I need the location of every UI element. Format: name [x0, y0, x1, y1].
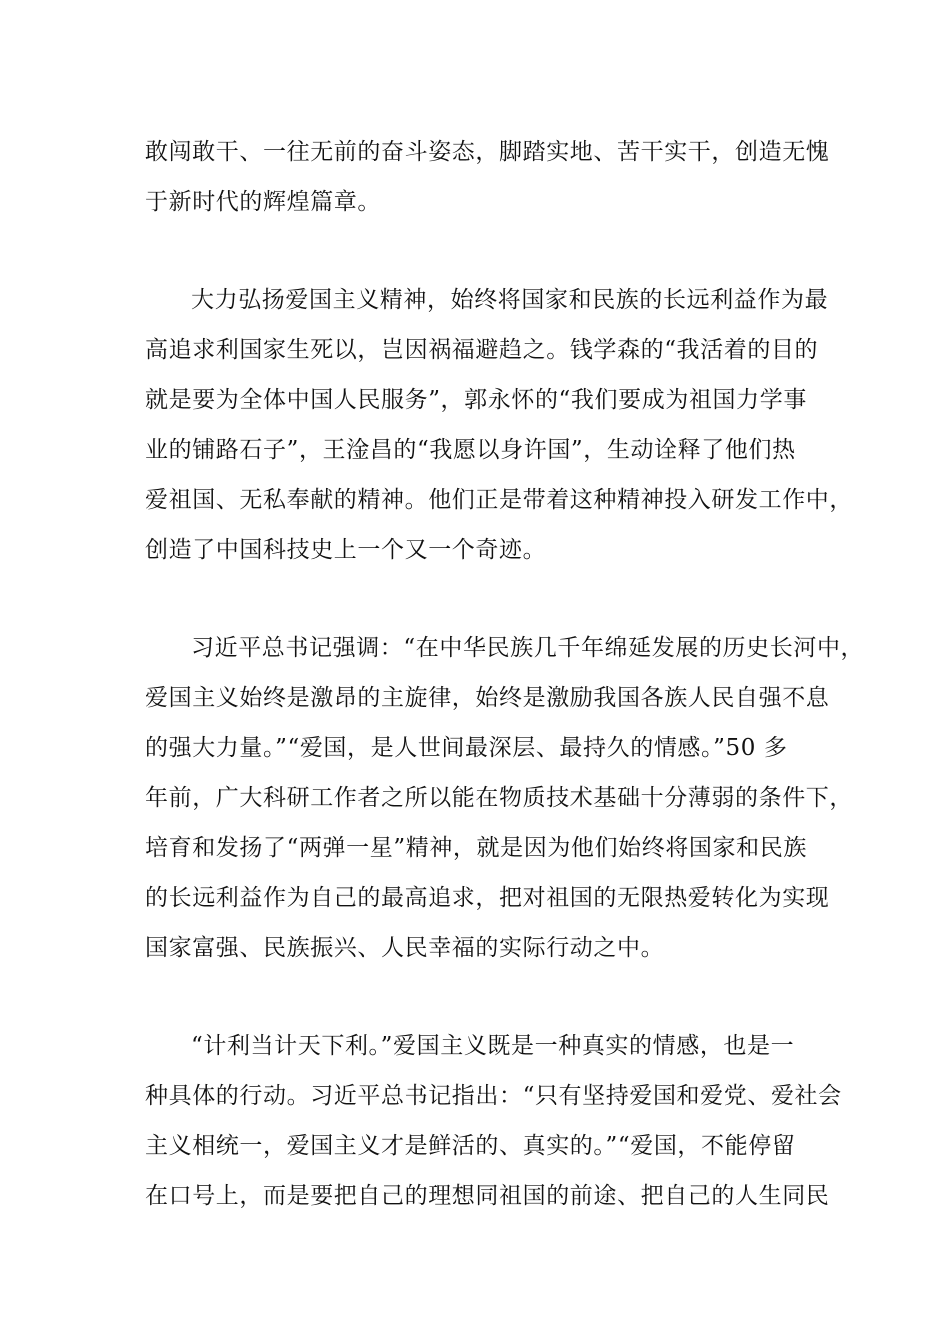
text-line: 敢闯敢干、一往无前的奋斗姿态，脚踏实地、苦干实干，创造无愧 [145, 139, 830, 165]
text-line: 业的铺路石子”，王淦昌的“我愿以身许国”，生动诠释了他们热 [145, 437, 796, 463]
text-line: 爱国主义始终是激昂的主旋律，始终是激励我国各族人民自强不息 [145, 685, 830, 711]
document-body [145, 127, 865, 1269]
paragraph-3 [145, 623, 865, 973]
text-line: 高追求利国家生死以，岂因祸福避趋之。钱学森的“我活着的目的 [145, 337, 819, 363]
text-line: 年前，广大科研工作者之所以能在物质技术基础十分薄弱的条件下， [145, 785, 853, 811]
text-line: 大力弘扬爱国主义精神，始终将国家和民族的长远利益作为最 [191, 287, 829, 313]
text-line: 在口号上，而是要把自己的理想同祖国的前途、把自己的人生同民 [145, 1183, 830, 1209]
text-line: 爱祖国、无私奉献的精神。他们正是带着这种精神投入研发工作中， [145, 487, 853, 513]
text-line: “计利当计天下利。”爱国主义既是一种真实的情感，也是一 [191, 1033, 795, 1059]
text-line: 创造了中国科技史上一个又一个奇迹。 [145, 537, 547, 563]
text-line: 于新时代的辉煌篇章。 [145, 189, 381, 215]
paragraph-1 [145, 127, 830, 227]
text-line: 培育和发扬了“两弹一星”精神，就是因为他们始终将国家和民族 [145, 835, 807, 861]
text-line: 就是要为全体中国人民服务”，郭永怀的“我们要成为祖国力学事 [145, 387, 807, 413]
text-line: 的强大力量。”“爱国，是人世间最深层、最持久的情感。”50 多 [145, 735, 788, 761]
text-line: 种具体的行动。习近平总书记指出：“只有坚持爱国和爱党、爱社会 [145, 1083, 842, 1109]
text-line: 主义相统一，爱国主义才是鲜活的、真实的。”“爱国，不能停留 [145, 1133, 796, 1159]
paragraph-4 [145, 1021, 842, 1221]
text-line: 的长远利益作为自己的最高追求，把对祖国的无限热爱转化为实现 [145, 885, 830, 911]
text-line: 习近平总书记强调：“在中华民族几千年绵延发展的历史长河中， [191, 635, 865, 661]
text-line: 国家富强、民族振兴、人民幸福的实际行动之中。 [145, 935, 665, 961]
paragraph-2 [145, 275, 853, 575]
